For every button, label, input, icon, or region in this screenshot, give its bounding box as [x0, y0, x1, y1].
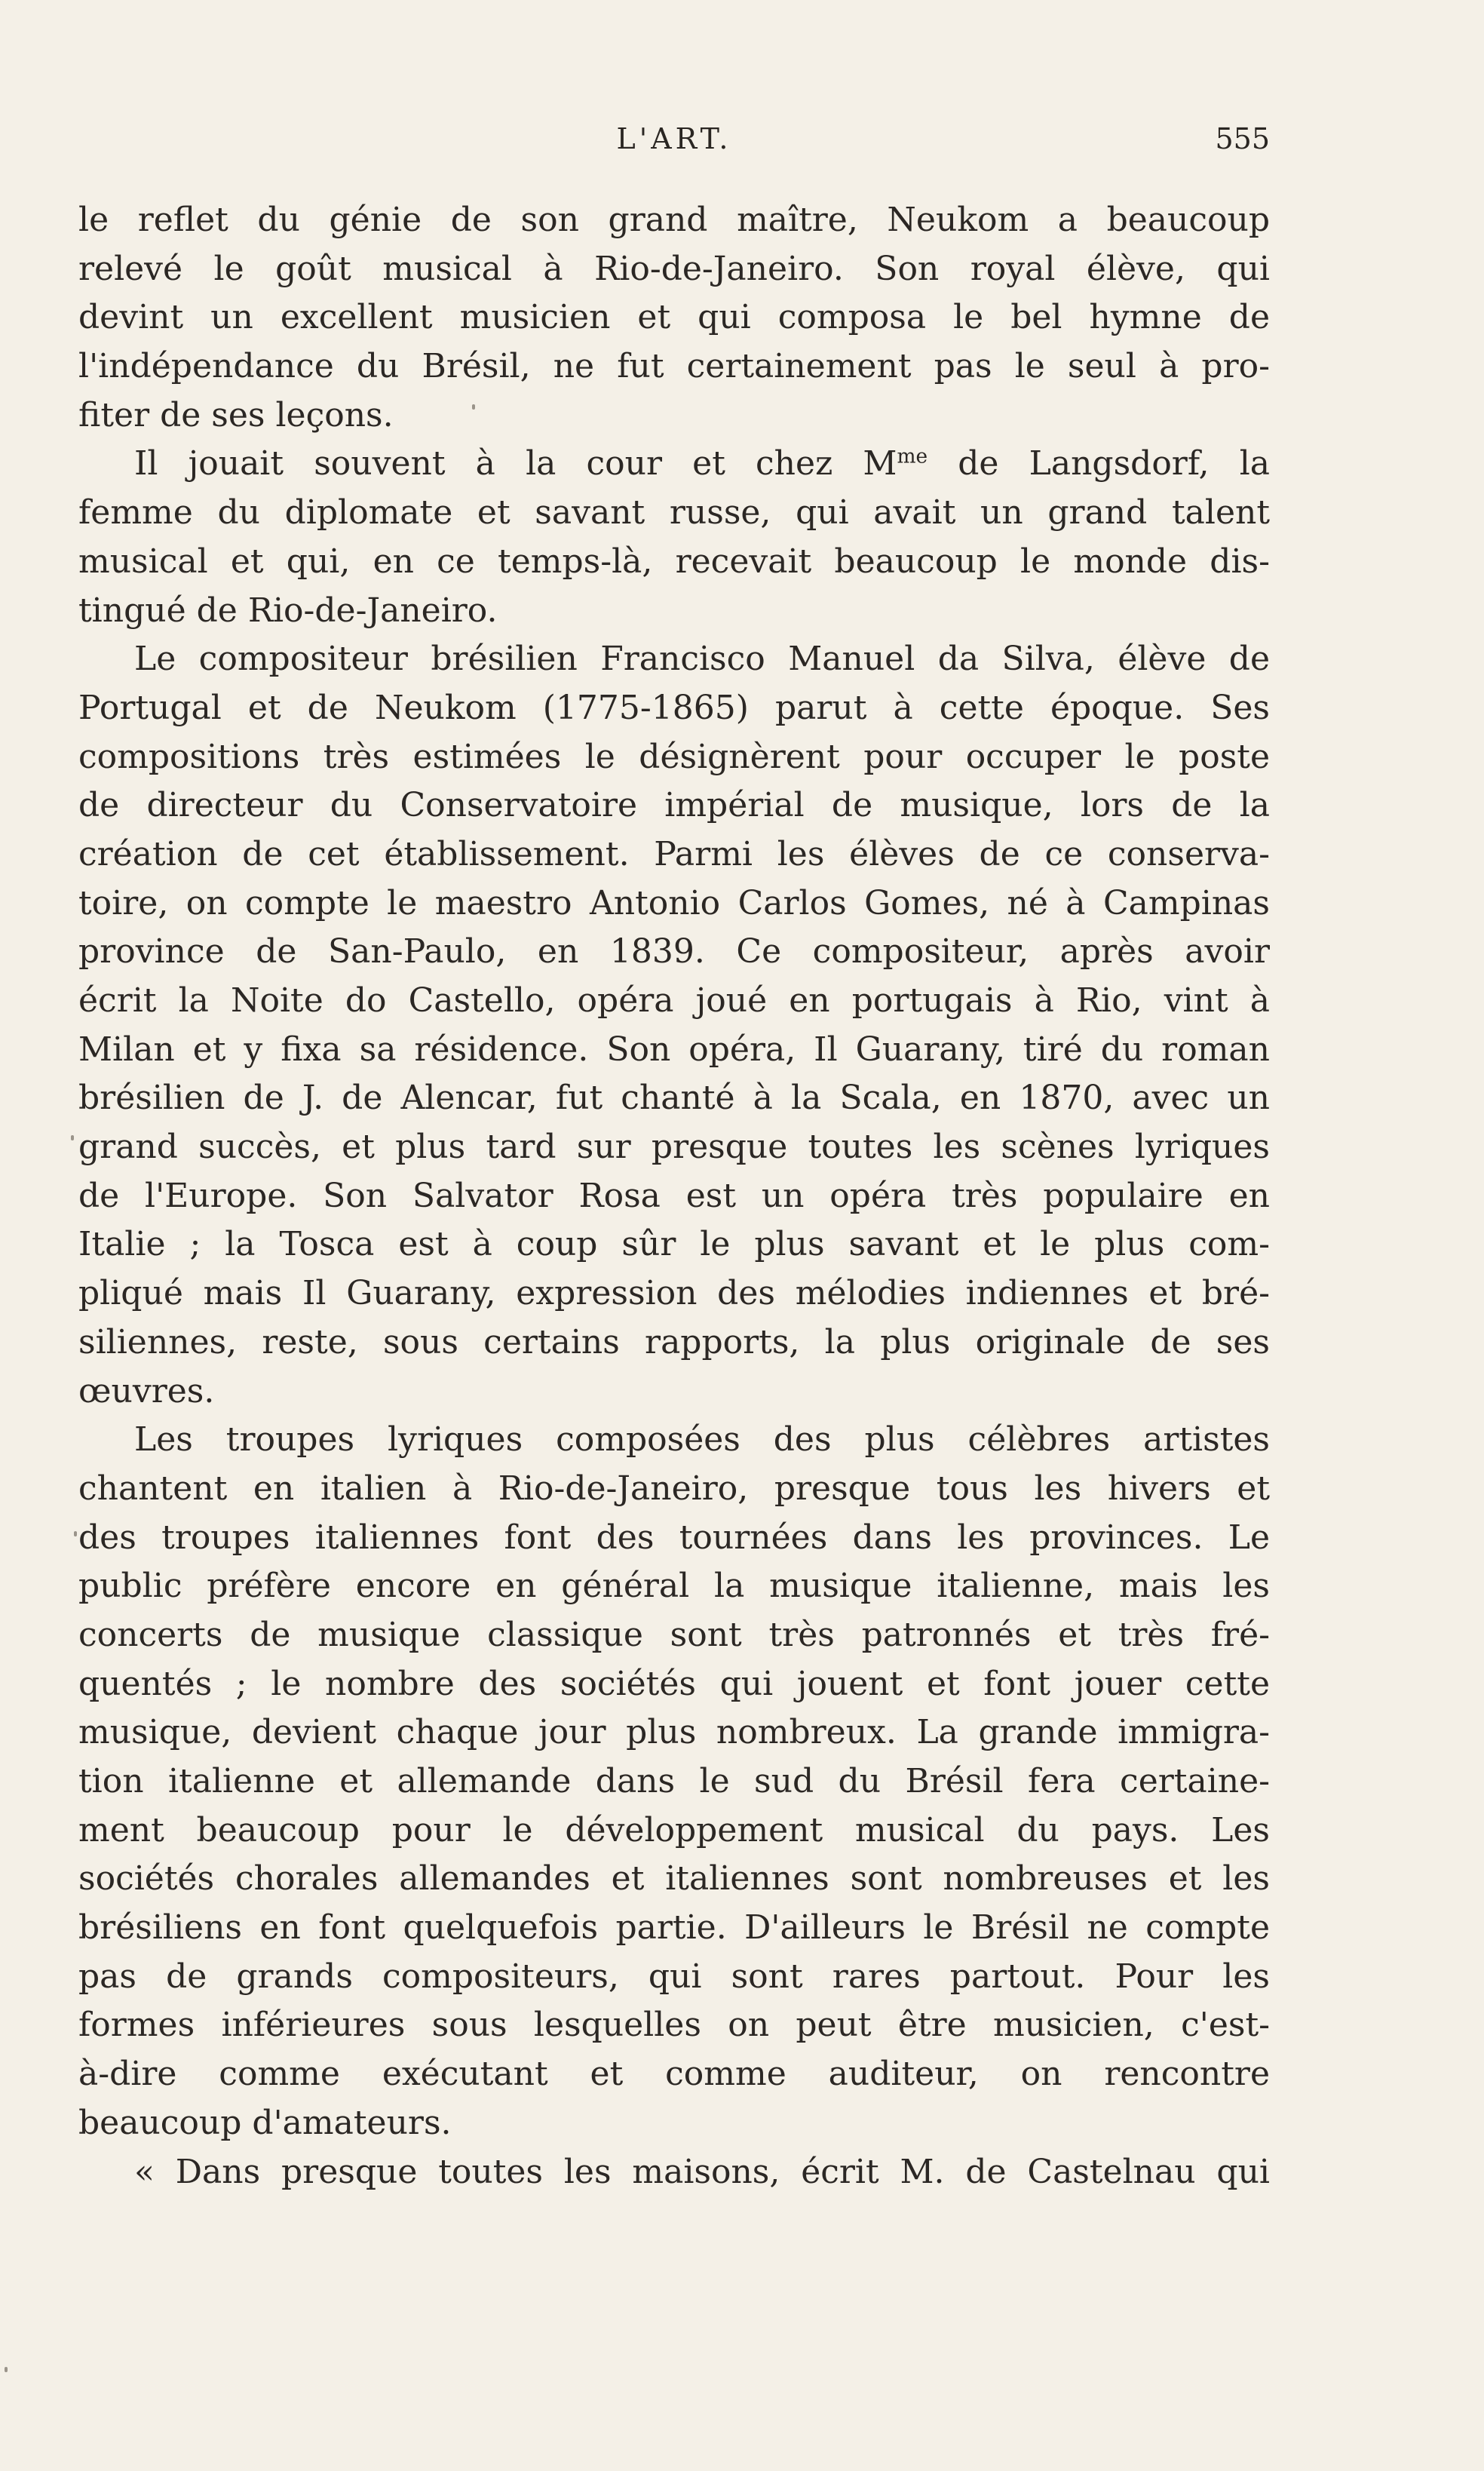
text-line: femme du diplomate et savant russe, qui avait un grand talent: [78, 493, 1270, 533]
text-line: quentés ; le nombre des sociétés qui jouent et font jouer cette: [78, 1664, 1270, 1703]
text-line: Portugal et de Neukom (1775-1865) parut à cette époque. Ses: [78, 688, 1270, 727]
text-line: [78, 440, 1270, 489]
text-line: fiter de ses leçons.: [78, 395, 394, 434]
text-line: l'indépendance du Brésil, ne fut certainement pas le seul à pro-: [78, 347, 1270, 386]
text-line: musical et qui, en ce temps-là, recevait beaucoup le monde dis-: [78, 542, 1270, 581]
paragraph: [78, 1416, 1270, 2147]
text-line: beaucoup d'amateurs.: [78, 2103, 452, 2142]
body-text: [78, 196, 1270, 2196]
text-fragment: Il jouait souvent à la cour et chez M: [134, 444, 897, 483]
text-line: le reflet du génie de son grand maître, Neukom a beaucoup: [78, 201, 1270, 239]
text-line: brésilien de J. de Alencar, fut chanté à la Scala, en 1870, avec un: [78, 1079, 1270, 1118]
text-line: « Dans presque toutes les maisons, écrit M. de Castelnau qui: [134, 2152, 1270, 2191]
text-fragment: de Langsdorf, la: [928, 444, 1270, 483]
text-line: relevé le goût musical à Rio-de-Janeiro. Son royal élève, qui: [78, 249, 1270, 288]
page-number: 555: [1215, 122, 1270, 155]
scan-speck: [5, 2367, 8, 2372]
paragraph: [78, 440, 1270, 635]
running-head: L'ART.: [616, 122, 732, 155]
superscript: me: [897, 444, 928, 468]
text-line: œuvres.: [78, 1371, 215, 1410]
text-line: public préfère encore en général la musique italienne, mais les: [78, 1567, 1270, 1606]
text-line: de directeur du Conservatoire impérial de musique, lors de la: [78, 786, 1270, 825]
text-line: création de cet établissement. Parmi les élèves de ce conserva-: [78, 834, 1270, 873]
scan-speck: [472, 404, 475, 410]
page-header: [78, 122, 1270, 167]
text-line: musique, devient chaque jour plus nombreux. La grande immigra-: [78, 1713, 1270, 1752]
text-line: Italie ; la Tosca est à coup sûr le plus savant et le plus com-: [78, 1225, 1270, 1264]
text-line: à-dire comme exécutant et comme auditeur, on rencontre: [78, 2055, 1270, 2094]
text-line: tingué de Rio-de-Janeiro.: [78, 591, 498, 630]
text-line: chantent en italien à Rio-de-Janeiro, presque tous les hivers et: [78, 1469, 1270, 1508]
text-line: Le compositeur brésilien Francisco Manuel da Silva, élève de: [134, 640, 1270, 679]
text-line: pliqué mais Il Guarany, expression des mélodies indiennes et bré-: [78, 1274, 1270, 1313]
text-line: devint un excellent musicien et qui composa le bel hymne de: [78, 298, 1270, 337]
text-line: formes inférieures sous lesquelles on peut être musicien, c'est-: [78, 2006, 1270, 2045]
scan-speck: [74, 1531, 77, 1536]
text-line: tion italienne et allemande dans le sud du Brésil fera certaine-: [78, 1762, 1270, 1800]
text-line: ment beaucoup pour le développement musical du pays. Les: [78, 1810, 1270, 1849]
text-line: pas de grands compositeurs, qui sont rares partout. Pour les: [78, 1957, 1270, 1996]
paragraph: [78, 635, 1270, 1416]
text-line: toire, on compte le maestro Antonio Carlos Gomes, né à Campinas: [78, 883, 1270, 922]
text-line: province de San-Paulo, en 1839. Ce compositeur, après avoir: [78, 932, 1270, 972]
text-line: Milan et y fixa sa résidence. Son opéra, Il Guarany, tiré du roman: [78, 1030, 1270, 1069]
text-line: grand succès, et plus tard sur presque toutes les scènes lyriques: [78, 1128, 1270, 1167]
text-line: siliennes, reste, sous certains rapports, la plus originale de ses: [78, 1322, 1270, 1361]
text-line: de l'Europe. Son Salvator Rosa est un opéra très populaire en: [78, 1176, 1270, 1215]
text-line: compositions très estimées le désignèrent pour occuper le poste: [78, 737, 1270, 776]
text-line: concerts de musique classique sont très patronnés et très fré-: [78, 1615, 1270, 1654]
text-line: brésiliens en font quelquefois partie. D'ailleurs le Brésil ne compte: [78, 1908, 1270, 1948]
scan-speck: [71, 1135, 74, 1140]
text-line: des troupes italiennes font des tournées dans les provinces. Le: [78, 1518, 1270, 1557]
text-line: Les troupes lyriques composées des plus célèbres artistes: [134, 1420, 1270, 1460]
paragraph: [78, 2148, 1270, 2197]
text-line: écrit la Noite do Castello, opéra joué en portugais à Rio, vint à: [78, 981, 1270, 1020]
paragraph: [78, 196, 1270, 440]
text-line: sociétés chorales allemandes et italiennes sont nombreuses et les: [78, 1859, 1270, 1899]
